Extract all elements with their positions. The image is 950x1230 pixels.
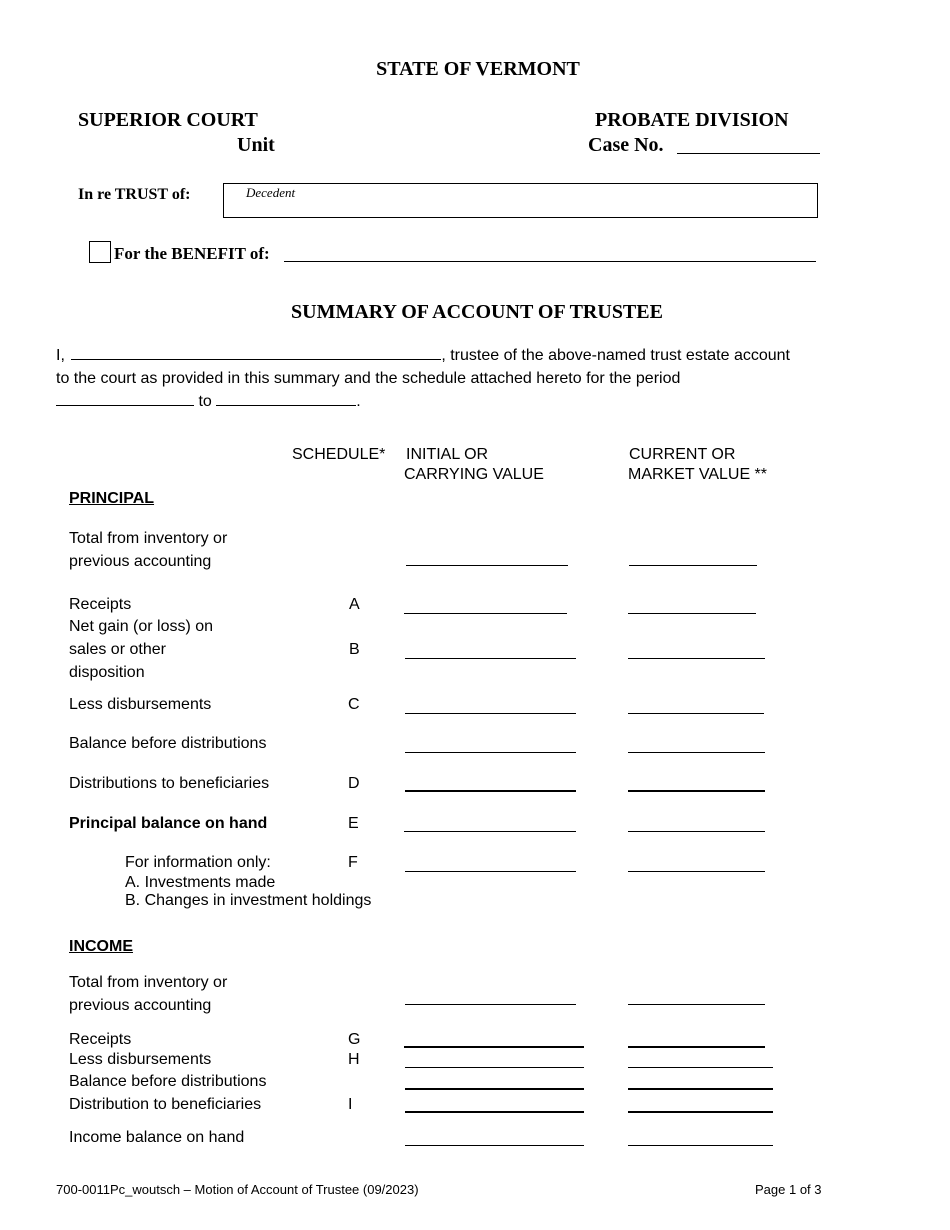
period-end-dot: . xyxy=(356,393,361,410)
footer-page-number: Page 1 of 3 xyxy=(755,1182,822,1197)
principal-less-disb-initial-field[interactable] xyxy=(405,713,576,714)
principal-less-disb-current-field[interactable] xyxy=(628,713,764,714)
case-number-field[interactable] xyxy=(677,153,820,154)
principal-distributions-current-field[interactable] xyxy=(628,790,765,792)
principal-balance-before-current-field[interactable] xyxy=(628,752,765,753)
income-balance-before-label: Balance before distributions xyxy=(69,1073,267,1090)
decedent-caption: Decedent xyxy=(246,185,296,200)
income-balance-before-current-field[interactable] xyxy=(628,1088,773,1090)
footer-form-id: 700-0011Pc_woutsch – Motion of Account of Trustee (09/2023) xyxy=(56,1182,419,1197)
col-current-1: CURRENT OR xyxy=(629,446,736,463)
principal-balance-on-hand-label: Principal balance on hand xyxy=(69,815,268,832)
principal-net-label-1: Net gain (or loss) on xyxy=(69,618,214,635)
income-distribution-current-field[interactable] xyxy=(628,1111,773,1113)
state-title: STATE OF VERMONT xyxy=(376,58,580,80)
period-start-field[interactable] xyxy=(56,405,194,406)
principal-info-b: B. Changes in investment holdings xyxy=(125,892,372,909)
income-balance-on-hand-current-field[interactable] xyxy=(628,1145,773,1146)
benefit-label: For the BENEFIT of: xyxy=(114,244,270,263)
principal-heading: PRINCIPAL xyxy=(69,490,155,507)
principal-less-disb-label: Less disbursements xyxy=(69,696,212,713)
income-less-disb-label: Less disbursements xyxy=(69,1051,212,1068)
intro-line-2: to the court as provided in this summary and the schedule attached hereto for the period xyxy=(56,370,681,387)
principal-net-schedule: B xyxy=(349,641,360,658)
in-re-trust-label: In re TRUST of: xyxy=(78,186,191,203)
principal-info-initial-field[interactable] xyxy=(405,871,576,872)
income-receipts-schedule: G xyxy=(348,1031,361,1048)
decedent-field[interactable] xyxy=(223,183,818,218)
income-receipts-initial-field[interactable] xyxy=(404,1046,584,1048)
income-total-initial-field[interactable] xyxy=(405,1004,576,1005)
income-distribution-initial-field[interactable] xyxy=(405,1111,584,1113)
principal-info-a: A. Investments made xyxy=(125,874,276,891)
principal-distributions-label: Distributions to beneficiaries xyxy=(69,775,270,792)
principal-balance-on-hand-schedule: E xyxy=(348,815,359,832)
case-number-label: Case No. xyxy=(588,134,664,156)
principal-total-initial-field[interactable] xyxy=(406,565,568,566)
principal-net-initial-field[interactable] xyxy=(405,658,576,659)
income-balance-before-initial-field[interactable] xyxy=(405,1088,584,1090)
principal-receipts-current-field[interactable] xyxy=(628,613,756,614)
col-current-2: MARKET VALUE ** xyxy=(628,466,768,483)
income-distribution-label: Distribution to beneficiaries xyxy=(69,1096,262,1113)
principal-distributions-initial-field[interactable] xyxy=(405,790,576,792)
intro-rest: , trustee of the above-named trust estate account xyxy=(441,347,790,364)
principal-balance-before-initial-field[interactable] xyxy=(405,752,576,753)
income-balance-on-hand-label: Income balance on hand xyxy=(69,1129,245,1146)
col-initial-1: INITIAL OR xyxy=(406,446,489,463)
intro-line-3 xyxy=(56,392,361,412)
income-less-disb-schedule: H xyxy=(348,1051,360,1068)
principal-receipts-schedule: A xyxy=(349,596,360,613)
principal-info-current-field[interactable] xyxy=(628,871,765,872)
principal-total-current-field[interactable] xyxy=(629,565,757,566)
benefit-field[interactable] xyxy=(284,261,816,262)
principal-net-current-field[interactable] xyxy=(628,658,765,659)
principal-net-label-2: sales or other xyxy=(69,641,166,658)
principal-balance-before-label: Balance before distributions xyxy=(69,735,267,752)
principal-balance-on-hand-initial-field[interactable] xyxy=(404,831,576,832)
court-name: SUPERIOR COURT xyxy=(78,109,258,131)
intro-line-1 xyxy=(56,346,790,366)
income-receipts-current-field[interactable] xyxy=(628,1046,765,1048)
income-less-disb-current-field[interactable] xyxy=(628,1067,773,1068)
principal-receipts-label: Receipts xyxy=(69,596,132,613)
period-end-field[interactable] xyxy=(216,405,356,406)
col-schedule: SCHEDULE* xyxy=(292,446,386,463)
income-distribution-schedule: I xyxy=(348,1096,353,1113)
income-receipts-label: Receipts xyxy=(69,1031,132,1048)
principal-info-only-label: For information only: xyxy=(125,854,271,871)
income-total-label-2: previous accounting xyxy=(69,997,212,1014)
trustee-name-field[interactable] xyxy=(71,359,441,360)
income-balance-on-hand-initial-field[interactable] xyxy=(405,1145,584,1146)
principal-net-label-3: disposition xyxy=(69,664,145,681)
document-title: SUMMARY OF ACCOUNT OF TRUSTEE xyxy=(291,301,663,323)
principal-receipts-initial-field[interactable] xyxy=(404,613,567,614)
income-total-label-1: Total from inventory or xyxy=(69,974,228,991)
division-name: PROBATE DIVISION xyxy=(595,109,789,131)
principal-distributions-schedule: D xyxy=(348,775,360,792)
principal-total-label-1: Total from inventory or xyxy=(69,530,228,547)
unit-label: Unit xyxy=(237,134,275,156)
intro-to: to xyxy=(198,393,212,410)
principal-info-schedule: F xyxy=(348,854,358,871)
intro-i: I, xyxy=(56,347,65,364)
benefit-checkbox[interactable] xyxy=(89,241,111,263)
income-heading: INCOME xyxy=(69,938,133,955)
col-initial-2: CARRYING VALUE xyxy=(404,466,544,483)
income-less-disb-initial-field[interactable] xyxy=(405,1067,584,1068)
principal-less-disb-schedule: C xyxy=(348,696,360,713)
principal-balance-on-hand-current-field[interactable] xyxy=(628,831,765,832)
principal-total-label-2: previous accounting xyxy=(69,553,212,570)
income-total-current-field[interactable] xyxy=(628,1004,765,1005)
